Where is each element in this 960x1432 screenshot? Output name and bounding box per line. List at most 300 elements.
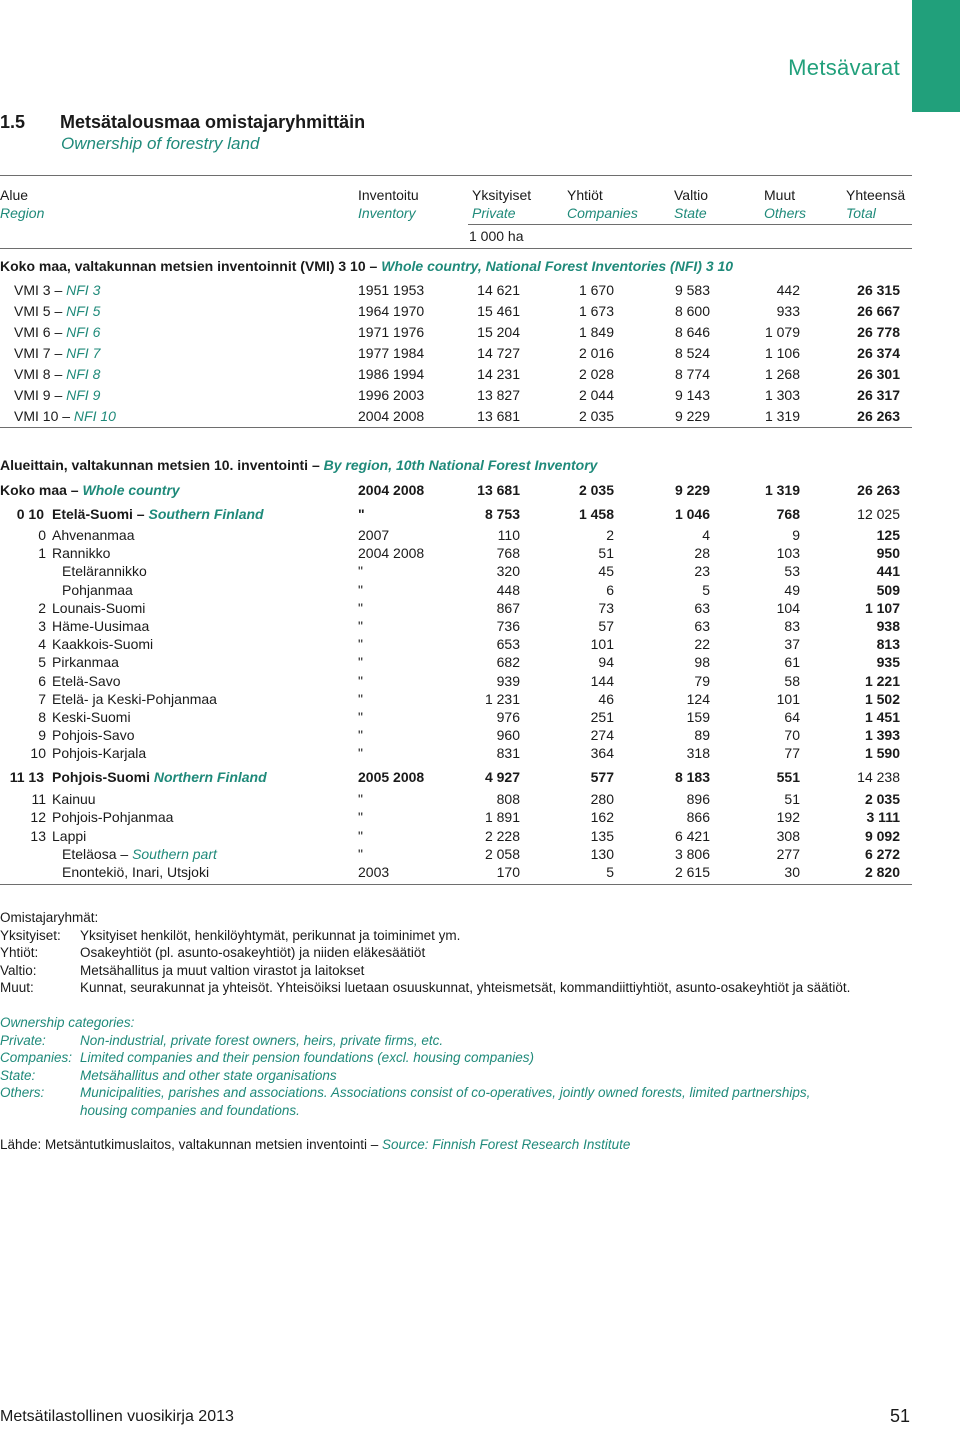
cell-inventory: " [358,599,363,616]
cell-inventory: " [358,581,363,598]
row-label [0,616,149,636]
region-row [0,725,912,745]
note-key: Private: [0,1032,46,1048]
region-name: Etelä- ja Keski-Pohjanmaa [52,690,217,707]
cell-companies: 135 [590,827,614,844]
cell-total: 813 [876,636,900,653]
note-value: Metsähallitus ja muut valtion virastot ja laitokset [80,962,365,978]
cell-companies: 5 [606,864,614,881]
region-row [0,671,912,691]
cell-private: 110 [497,527,520,543]
col-header-fi: Yhtiöt [567,187,603,203]
cell-private: 8 753 [484,506,520,522]
cell-inventory: 1964 1970 [358,303,425,319]
cell-inventory: " [358,672,363,689]
cell-total: 26 263 [857,408,900,424]
cell-companies: 274 [590,727,614,744]
cell-others: 9 [792,527,800,543]
cell-total: 938 [876,618,900,634]
cell-others: 70 [784,727,800,744]
unit-label: 1 000 ha [469,228,524,244]
region-row [0,634,912,654]
cell-companies: 144 [590,672,614,689]
col-header-others [764,186,806,222]
cell-state: 22 [694,636,710,653]
row-label-en: NFI 8 [66,366,101,382]
cell-others: 101 [776,690,800,707]
cell-private: 448 [496,581,520,598]
cell-inventory: 1977 1984 [358,345,425,361]
col-header-en: Companies [567,205,638,221]
note-value: Osakeyhtiöt (pl. asunto-osakeyhtiöt) ja niiden eläkesäätiöt [80,945,426,960]
note-item-continued [0,1102,300,1120]
note-item [0,1049,535,1067]
cell-state: 9 143 [674,387,710,403]
note-item [0,927,461,945]
cell-total: 441 [876,563,900,580]
region-name: Ahvenanmaa [52,527,135,543]
region-name: Eteläosa – [62,845,129,862]
cell-companies: 364 [590,745,614,762]
cell-others: 53 [784,563,800,580]
region-index: 9 [38,727,46,744]
cell-private: 15 204 [477,324,520,340]
region-name: Pirkanmaa [52,654,119,671]
cell-companies: 130 [590,845,614,862]
region-name: Kaakkois-Suomi [52,636,154,653]
notes-items [0,927,851,997]
cell-state: 4 [702,527,710,543]
cell-state: 63 [694,618,710,634]
cell-state: 9 583 [674,282,710,298]
cell-inventory: " [358,791,363,807]
cell-state: 23 [694,563,710,580]
cell-private: 320 [496,563,520,580]
cell-private: 14 621 [477,282,520,298]
cell-state: 8 646 [674,324,710,340]
nfi-row [0,406,912,426]
cell-companies: 45 [598,563,614,580]
cell-state: 159 [686,709,710,725]
row-label [0,743,146,763]
region-index: 10 [30,745,46,762]
cell-private: 831 [496,745,520,762]
cell-inventory: " [358,618,363,634]
col-header-en: Private [472,205,516,221]
row-label [0,634,153,654]
cell-inventory: 2003 [358,864,390,881]
unit-rule [468,224,912,225]
cell-others: 37 [784,636,800,653]
source-fi: Lähde: Metsäntutkimuslaitos, valtakunnan metsien inventointi – [0,1137,379,1152]
cell-total: 14 238 [857,769,900,785]
note-item [0,1032,444,1050]
cell-private: 867 [496,599,520,616]
cell-state: 9 229 [674,408,710,424]
cell-inventory: 1986 1994 [358,366,425,382]
note-value: Kunnat, seurakunnat ja yhteisöt. Yhteisöiksi luetaan osuuskunnat, yhteismetsät, kommandiittiyhtiöt, asunto-osakeyhtiöt ja säätiöt. [80,980,851,995]
region-row [0,743,912,763]
row-label [0,671,120,691]
row-label [0,580,133,600]
southern-finland-row [0,504,912,524]
cell-others: 308 [776,827,800,844]
col-header-fi: Yhteensä [846,187,906,203]
cell-inventory: 2005 2008 [358,769,425,785]
row-label [0,725,135,745]
table-title [0,112,365,133]
row-label [14,280,100,300]
cell-inventory: 1996 2003 [358,387,425,403]
row-label-en: Whole country [82,482,180,498]
cell-others: 1 319 [764,408,800,424]
row-label-fi: VMI 6 – [14,324,63,340]
cell-others: 442 [776,282,800,298]
cell-inventory: " [358,745,363,762]
row-label [0,652,119,672]
col-header-fi: Alue [0,187,29,203]
table-bottom-rule [0,884,912,885]
section1-bottom-rule [0,427,912,428]
cell-state: 63 [694,599,710,616]
region-index: 12 [30,809,46,826]
cell-inventory: " [358,654,363,671]
header-bottom-rule [0,248,912,249]
region-name: Kainuu [52,791,96,807]
cell-total: 26 778 [857,324,900,340]
cell-others: 768 [776,506,800,522]
region-index: 8 [38,709,46,725]
row-label [14,385,100,405]
note-value: housing companies and foundations. [80,1102,300,1118]
note-value: Yksityiset henkilöt, henkilöyhtymät, perikunnat ja toiminimet ym. [80,927,461,943]
region-row [0,616,912,636]
row-label [14,301,100,321]
section1-title-en: Whole country, National Forest Inventories (NFI) 3 10 [381,258,734,274]
row-label-en: NFI 6 [66,324,101,340]
cell-state: 3 806 [674,845,710,862]
cell-total: 1 451 [864,709,900,725]
cell-state: 124 [686,690,710,707]
cell-companies: 2 035 [578,482,614,498]
cell-total: 26 315 [857,282,900,298]
table-number: 1.5 [0,112,26,132]
cell-private: 736 [496,618,520,634]
source-en: Source: Finnish Forest Research Institute [381,1137,631,1152]
cell-inventory: " [358,845,363,862]
cell-others: 77 [784,745,800,762]
note-value: Limited companies and their pension foundations (excl. housing companies) [80,1050,535,1065]
row-label [0,598,145,618]
col-header-en: Inventory [358,205,416,221]
row-label-fi: Etelä-Suomi – [52,506,145,522]
cell-total: 950 [876,545,900,562]
row-label-fi: Koko maa – [0,482,79,498]
cell-total: 26 667 [857,303,900,319]
source-note [0,1136,630,1154]
note-key: Yksityiset: [0,927,61,943]
cell-others: 192 [776,809,800,826]
cell-total: 3 111 [866,809,900,826]
col-header-en: Others [764,205,807,221]
col-header-companies [567,186,638,222]
region-row [0,580,912,600]
cell-companies: 46 [598,690,614,707]
row-label-en: NFI 9 [66,387,101,403]
row-label-fi: VMI 9 – [14,387,63,403]
cell-inventory: 2007 [358,527,390,543]
section2-title-en: By region, 10th National Forest Inventory [323,457,598,473]
cell-companies: 101 [590,636,614,653]
cell-companies: 162 [590,809,614,826]
row-label [0,525,135,545]
note-key: Muut: [0,980,34,995]
region-row [0,561,912,581]
note-key: Valtio: [0,962,37,978]
row-label [0,844,217,864]
col-header-en: Total [846,205,876,221]
cell-companies: 1 670 [578,282,614,298]
cell-others: 30 [784,864,800,881]
cell-companies: 1 849 [578,324,614,340]
cell-companies: 2 016 [578,345,614,361]
cell-others: 83 [784,618,800,634]
region-row [0,652,912,672]
cell-total: 26 317 [857,387,900,403]
col-header-fi: Valtio [674,187,708,203]
cell-private: 13 681 [477,482,520,498]
cell-total: 125 [876,527,900,543]
cell-total: 26 263 [857,482,900,498]
cell-companies: 2 044 [578,387,614,403]
row-label-en: Southern Finland [148,506,264,522]
col-header-inventory [358,186,419,222]
nfi-row [0,385,912,405]
cell-inventory: " [358,809,363,826]
cell-inventory: " [358,827,363,844]
cell-total: 12 025 [857,506,900,522]
cell-state: 8 524 [674,345,710,361]
cell-companies: 1 458 [578,506,614,522]
nfi-row [0,343,912,363]
region-row [0,826,912,846]
cell-others: 49 [784,581,800,598]
cell-state: 8 774 [674,366,710,382]
region-name: Enontekiö, Inari, Utsjoki [62,864,210,881]
cell-others: 1 303 [764,387,800,403]
cell-state: 318 [686,745,710,762]
row-label [14,322,100,342]
nfi-row [0,364,912,384]
cell-total: 1 590 [864,745,900,762]
cell-others: 104 [776,599,800,616]
cell-companies: 94 [598,654,614,671]
col-header-private [472,186,531,222]
row-label-en: NFI 7 [66,345,101,361]
cell-others: 933 [776,303,800,319]
cell-others: 58 [784,672,800,689]
nfi-row [0,280,912,300]
notes-finnish [0,909,851,997]
note-value: Municipalities, parishes and associations. Associations consist of co-operatives, jointly owned forests, limited partnerships, [80,1085,811,1100]
cell-inventory: " [358,690,363,707]
cell-inventory: " [358,563,363,580]
cell-companies: 1 673 [578,303,614,319]
cell-state: 1 046 [674,506,710,522]
region-row [0,807,912,827]
cell-others: 51 [784,791,800,807]
cell-state: 9 229 [674,482,710,498]
region-index: 6 [38,672,46,689]
row-label-fi: VMI 8 – [14,366,63,382]
region-index: 11 [31,791,46,807]
row-label [0,504,264,524]
cell-companies: 57 [598,618,614,634]
cell-inventory: 1951 1953 [358,282,425,298]
region-name: Keski-Suomi [52,709,131,725]
notes-heading: Ownership categories: [0,1015,135,1030]
region-row [0,525,912,545]
region-row [0,689,912,709]
col-header-region [0,186,44,222]
region-name: Rannikko [52,545,111,562]
cell-state: 896 [686,791,710,807]
col-header-en: Region [0,205,45,221]
region-index: 2 [38,599,46,616]
cell-companies: 73 [598,599,614,616]
table-subtitle: Ownership of forestry land [61,134,260,153]
col-header-total [846,186,905,222]
cell-state: 89 [694,727,710,744]
cell-total: 2 820 [864,864,900,881]
whole-country-row [0,480,912,500]
row-label-fi: Pohjois-Suomi [52,769,150,785]
row-label [0,862,209,882]
cell-inventory: 2004 2008 [358,545,425,562]
row-label [14,406,116,426]
cell-inventory: 1971 1976 [358,324,425,340]
note-key: Others: [0,1085,45,1100]
region-name: Häme-Uusimaa [52,618,150,634]
note-key: Yhtiöt: [0,945,39,960]
region-index: 3 [38,618,46,634]
region-name: Lounais-Suomi [52,599,146,616]
region-index: 7 [38,690,46,707]
row-label-en: Northern Finland [153,769,267,785]
section2-title-fi: Alueittain, valtakunnan metsien 10. inventointi – [0,457,320,473]
cell-private: 14 231 [477,366,520,382]
region-index: 0 [38,527,46,543]
cell-state: 8 183 [674,769,710,785]
cell-others: 61 [784,654,800,671]
region-index: 1 [38,545,46,562]
region-index: 4 [38,636,46,653]
col-header-en: State [674,205,707,221]
notes-items [0,1032,811,1120]
section-title: Metsävarat [788,55,900,80]
northern-finland-row [0,767,912,787]
cell-private: 976 [496,709,520,725]
row-label [0,689,217,709]
cell-others: 1 268 [764,366,800,382]
note-value: Metsähallitus and other state organisations [80,1067,337,1083]
col-header-state [674,186,708,222]
region-index: 11 13 [9,769,44,785]
cell-total: 26 374 [857,345,900,361]
cell-companies: 6 [606,581,614,598]
cell-private: 1 231 [484,690,520,707]
cell-total: 1 393 [864,727,900,744]
row-label-en: NFI 5 [66,303,101,319]
cell-state: 28 [694,545,710,562]
cell-private: 13 681 [477,408,520,424]
row-label-fi: VMI 7 – [14,345,63,361]
cell-state: 8 600 [674,303,710,319]
cell-state: 5 [702,581,710,598]
row-label-fi: VMI 5 – [14,303,63,319]
cell-companies: 2 028 [578,366,614,382]
row-label-fi: VMI 3 – [14,282,63,298]
cell-inventory: " [358,727,363,744]
note-item [0,962,365,980]
col-header-fi: Yksityiset [472,187,532,203]
note-value: Non-industrial, private forest owners, heirs, private firms, etc. [80,1032,444,1048]
row-label-en: NFI 3 [66,282,101,298]
cell-companies: 2 [606,527,614,543]
cell-companies: 577 [590,769,614,785]
note-item [0,979,851,997]
row-label [0,543,110,563]
cell-private: 13 827 [477,387,520,403]
cell-state: 79 [694,672,710,689]
note-item [0,1067,337,1085]
cell-total: 9 092 [864,827,900,844]
cell-private: 808 [496,791,520,807]
note-item [0,1084,811,1102]
nfi-row [0,322,912,342]
cell-others: 64 [784,709,800,725]
region-row [0,707,912,727]
cell-private: 2 058 [484,845,520,862]
cell-companies: 251 [590,709,614,725]
note-key: Companies: [0,1050,73,1065]
col-header-fi: Inventoitu [358,187,419,203]
row-label [0,707,131,727]
cell-total: 2 035 [864,791,900,807]
section1-title-fi: Koko maa, valtakunnan metsien inventoinnit (VMI) 3 10 – [0,258,378,274]
cell-total: 1 502 [864,690,900,707]
cell-private: 939 [496,672,520,689]
page-number: 51 [889,1406,910,1426]
cell-inventory: " [358,709,363,725]
section2-title [0,457,597,473]
cell-others: 551 [776,769,800,785]
cell-inventory: " [358,506,365,522]
cell-private: 960 [496,727,520,744]
cell-private: 2 228 [484,827,520,844]
region-name-en: Southern part [132,845,217,862]
cell-companies: 51 [598,545,614,562]
region-index: 5 [38,654,46,671]
region-row [0,844,912,864]
row-label [0,789,96,809]
region-index: 0 10 [16,506,44,522]
cell-others: 1 079 [764,324,800,340]
region-name: Pohjois-Karjala [52,745,147,762]
cell-total: 1 107 [864,599,900,616]
cell-total: 6 272 [864,845,900,862]
cell-private: 1 891 [484,809,520,826]
